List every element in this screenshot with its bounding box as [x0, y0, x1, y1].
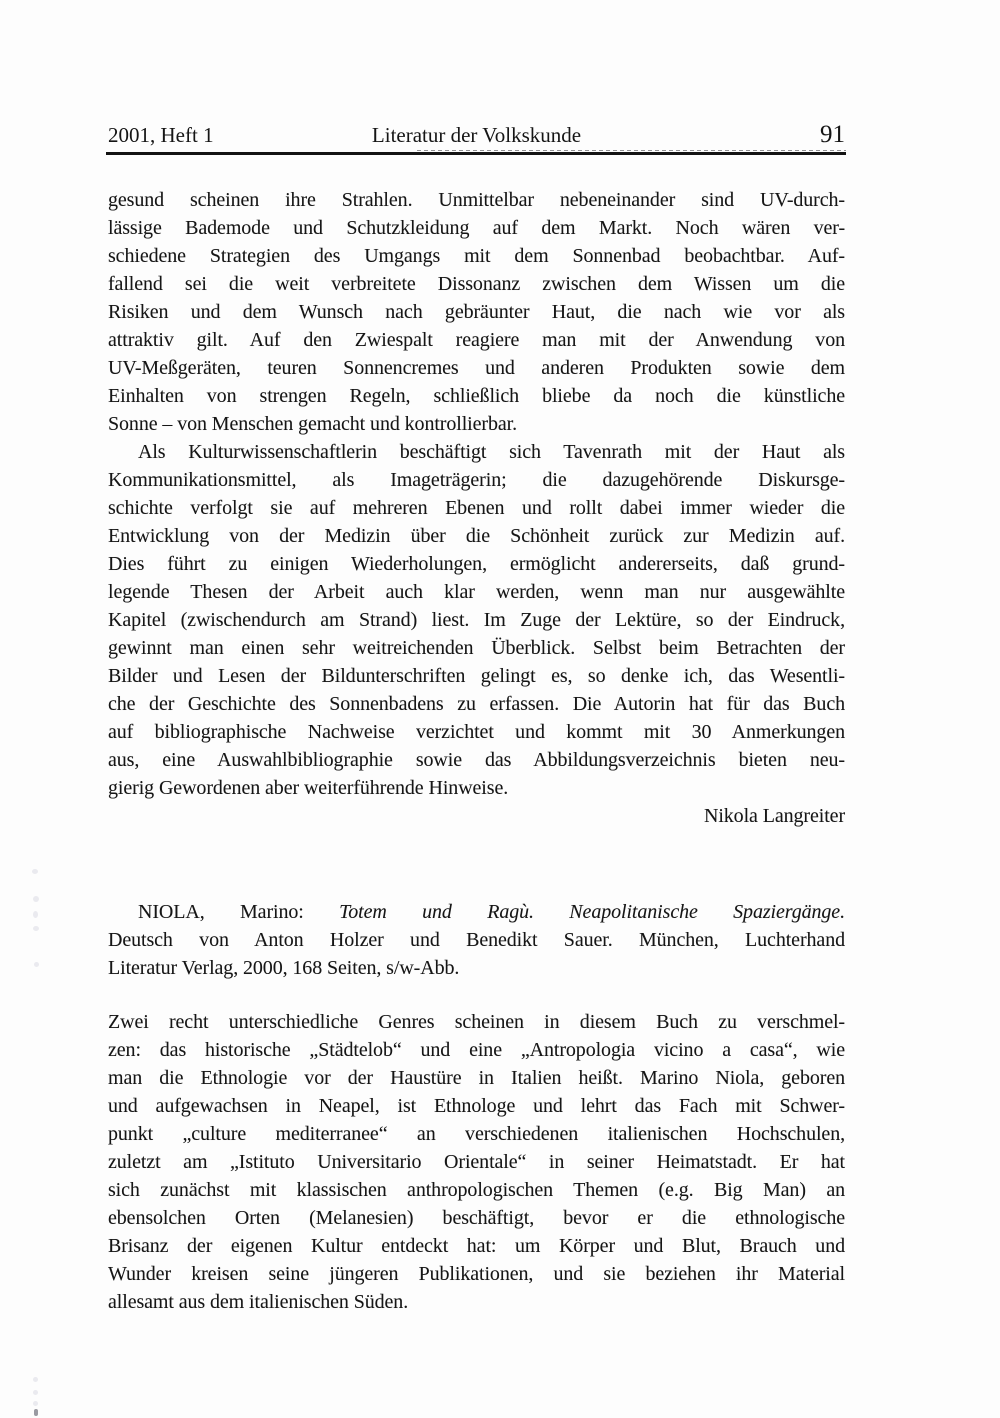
text-line: zuletzt am „Istituto Universitario Orientale“ in seiner Heimatstadt. Er hat	[108, 1151, 845, 1173]
text-line: Wunder kreisen seine jüngeren Publikationen, und sie beziehen ihr Material	[108, 1263, 845, 1285]
review-paragraph	[108, 186, 845, 438]
text-line: gierig Gewordenen aber weiterführende Hinweise.	[108, 777, 509, 799]
text-line: Bilder und Lesen der Bildunterschriften gelingt es, so denke ich, das Wesentli-	[108, 665, 845, 687]
text-line: punkt „culture mediterranee“ an verschiedenen italienischen Hochschulen,	[108, 1123, 845, 1145]
text-line: gewinnt man einen sehr weitreichenden Überblick. Selbst beim Betrachten der	[108, 637, 845, 659]
citation-line-3: Literatur Verlag, 2000, 168 Seiten, s/w-Abb.	[108, 957, 460, 979]
book-citation	[108, 898, 845, 982]
text-line: Entwicklung von der Medizin über die Schönheit zurück zur Medizin auf.	[108, 525, 845, 547]
text-line: Zwei recht unterschiedliche Genres scheinen in diesem Buch zu verschmel-	[108, 1011, 845, 1033]
text-line: ebensolchen Orten (Melanesien) beschäftigt, bevor er die ethnologische	[108, 1207, 845, 1229]
reviewer-signature: Nikola Langreiter	[703, 805, 845, 827]
citation-author: NIOLA, Marino:	[138, 901, 340, 923]
text-line: man die Ethnologie vor der Haustüre in Italien heißt. Marino Niola, geboren	[108, 1067, 845, 1089]
scan-speck	[33, 911, 38, 918]
text-line: che der Geschichte des Sonnenbadens zu erfassen. Die Autorin hat für das Buch	[108, 693, 845, 715]
scan-speck	[33, 1401, 38, 1406]
text-line: attraktiv gilt. Auf den Zwiespalt reagiere man mit der Anwendung von	[108, 329, 845, 351]
citation-line-1	[108, 898, 845, 926]
text-line: Kapitel (zwischendurch am Strand) liest. Im Zuge der Lektüre, so der Eindruck,	[108, 609, 845, 631]
scan-speck	[34, 962, 39, 967]
text-line: Kommunikationsmittel, als Imageträgerin; die dazugehörende Diskursge-	[108, 469, 845, 491]
header-page-number: 91	[820, 121, 845, 148]
scan-speck	[32, 869, 38, 874]
scan-speck	[34, 1409, 38, 1416]
text-line: Als Kulturwissenschaftlerin beschäftigt sich Tavenrath mit der Haut als	[138, 441, 845, 463]
review-tavenrath-section	[108, 186, 845, 830]
header-rule	[106, 152, 846, 155]
text-line: auf bibliographische Nachweise verzichtet und kommt mit 30 Anmerkungen	[108, 721, 845, 743]
scan-speck	[33, 896, 39, 902]
scan-speck	[33, 1377, 38, 1382]
scan-speck	[33, 1390, 38, 1395]
header-issue: 2001, Heft 1	[108, 123, 214, 147]
header-journal-title: Literatur der Volkskunde	[371, 123, 582, 147]
text-line: lässige Bademode und Schutzkleidung auf dem Markt. Noch wären ver-	[108, 217, 845, 239]
text-line: sich zunächst mit klassischen anthropologischen Themen (e.g. Big Man) an	[108, 1179, 845, 1201]
review-paragraph	[108, 438, 845, 802]
text-line: gesund scheinen ihre Strahlen. Unmittelbar nebeneinander sind UV-durch-	[108, 189, 845, 211]
citation-book-title: Totem und Ragù. Neapolitanische Spaziergänge.	[339, 901, 845, 923]
review-niola-section	[108, 898, 845, 1316]
text-block	[108, 186, 845, 1316]
text-line: Brisanz der eigenen Kultur entdeckt hat: um Körper und Blut, Brauch und	[108, 1235, 845, 1257]
review-body-paragraph	[108, 1008, 845, 1316]
text-line: UV-Meßgeräten, teuren Sonnencremes und anderen Produkten sowie dem	[108, 357, 845, 379]
text-line: zen: das historische „Städtelob“ und eine „Antropologia vicino a casa“, wie	[108, 1039, 845, 1061]
text-line: Risiken und dem Wunsch nach gebräunter Haut, die nach wie vor als	[108, 301, 845, 323]
text-line: legende Thesen der Arbeit auch klar werden, wenn man nur ausgewählte	[108, 581, 845, 603]
text-line: fallend sei die weit verbreitete Dissonanz zwischen dem Wissen um die	[108, 273, 845, 295]
citation-line-2: Deutsch von Anton Holzer und Benedikt Sauer. München, Luchterhand	[108, 929, 845, 951]
text-line: aus, eine Auswahlbibliographie sowie das Abbildungsverzeichnis bieten neu-	[108, 749, 845, 771]
running-header	[108, 121, 845, 149]
text-line: Sonne – von Menschen gemacht und kontrollierbar.	[108, 413, 517, 435]
text-line: allesamt aus dem italienischen Süden.	[108, 1291, 409, 1313]
scan-speck	[33, 926, 39, 931]
text-line: Dies führt zu einigen Wiederholungen, ermöglicht andererseits, daß grund-	[108, 553, 845, 575]
text-line: und aufgewachsen in Neapel, ist Ethnologe und lehrt das Fach mit Schwer-	[108, 1095, 845, 1117]
text-line: Einhalten von strengen Regeln, schließlich bliebe da noch die künstliche	[108, 385, 845, 407]
text-line: schichte verfolgt sie auf mehreren Ebenen und rollt dabei immer wieder die	[108, 497, 845, 519]
text-line: schiedene Strategien des Umgangs mit dem Sonnenbad beobachtbar. Auf-	[108, 245, 845, 267]
